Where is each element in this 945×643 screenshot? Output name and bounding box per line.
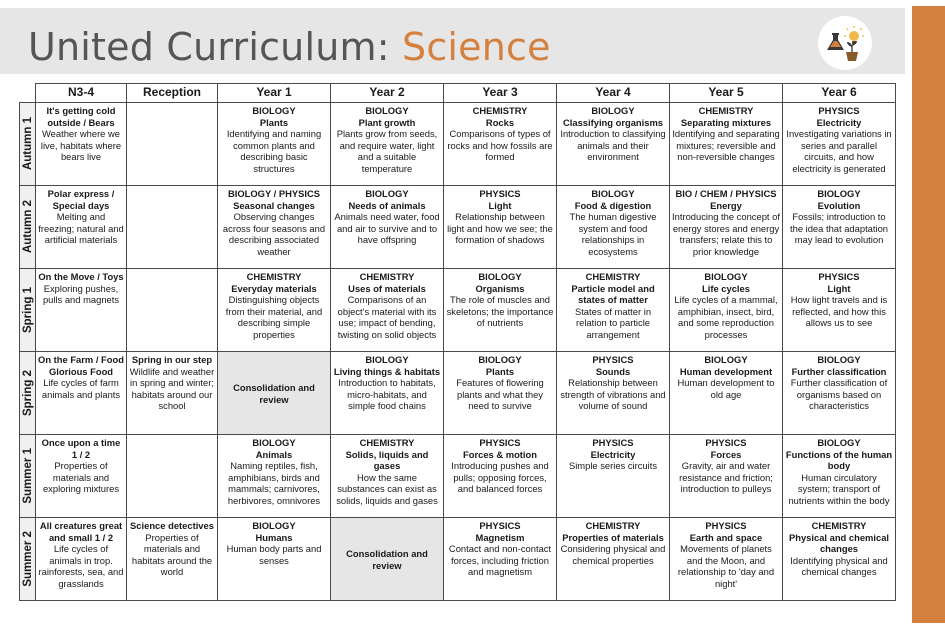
cell-description: Exploring pushes, pulls and magnets bbox=[42, 282, 120, 306]
term-label: Summer 2 bbox=[21, 531, 34, 587]
curriculum-cell bbox=[127, 186, 218, 269]
cell-topic: Separating mixtures bbox=[680, 116, 772, 128]
term-label: Autumn 2 bbox=[21, 200, 34, 254]
cell-subject: BIOLOGY bbox=[704, 354, 748, 365]
curriculum-cell bbox=[218, 518, 331, 601]
page-title-main: United Curriculum: bbox=[28, 25, 403, 69]
science-lab-icon bbox=[818, 16, 872, 70]
cell-topic: Particle model and states of matter bbox=[571, 282, 655, 306]
cell-description: Introducing the concept of energy stores and energy transfers; relate this to prior knowledge bbox=[672, 211, 780, 257]
curriculum-cell bbox=[557, 352, 670, 435]
cell-subject: BIOLOGY bbox=[817, 354, 861, 365]
cell-description: The human digestive system and food relationships in ecosystems bbox=[569, 211, 657, 257]
curriculum-cell bbox=[783, 269, 896, 352]
cell-subject: BIO / CHEM / PHYSICS bbox=[675, 188, 777, 199]
cell-topic: Energy bbox=[710, 199, 742, 211]
cell-subject: PHYSICS bbox=[592, 437, 634, 448]
cell-subject: PHYSICS bbox=[818, 105, 860, 116]
term-label-cell bbox=[20, 518, 36, 601]
cell-description: Life cycles of a mammal, amphibian, insect, bird, and some reproduction processes bbox=[674, 294, 778, 340]
curriculum-cell bbox=[331, 269, 444, 352]
curriculum-cell bbox=[670, 435, 783, 518]
term-label-cell bbox=[20, 186, 36, 269]
curriculum-cell bbox=[331, 435, 444, 518]
cell-subject: BIOLOGY bbox=[817, 188, 861, 199]
cell-subject: PHYSICS bbox=[818, 271, 860, 282]
cell-subject: CHEMISTRY bbox=[472, 105, 528, 116]
cell-description: Introduction to classifying animals and their environment bbox=[560, 128, 666, 163]
curriculum-cell bbox=[444, 435, 557, 518]
cell-subject: PHYSICS bbox=[592, 354, 634, 365]
curriculum-cell bbox=[783, 103, 896, 186]
cell-topic: Needs of animals bbox=[348, 199, 426, 211]
curriculum-cell bbox=[218, 435, 331, 518]
cell-topic: Properties of materials bbox=[562, 531, 664, 543]
curriculum-cell bbox=[670, 186, 783, 269]
corner-cell bbox=[20, 84, 36, 103]
term-label: Spring 2 bbox=[21, 369, 34, 416]
cell-description: Life cycles of farm animals and plants bbox=[41, 377, 121, 400]
column-header: Reception bbox=[127, 84, 218, 103]
cell-subject: BIOLOGY bbox=[252, 437, 296, 448]
curriculum-cell bbox=[670, 518, 783, 601]
term-label-cell bbox=[20, 435, 36, 518]
cell-subject: PHYSICS bbox=[705, 520, 747, 531]
term-row bbox=[20, 269, 896, 352]
curriculum-cell bbox=[36, 518, 127, 601]
cell-subject: CHEMISTRY bbox=[698, 105, 754, 116]
column-header: N3-4 bbox=[36, 84, 127, 103]
accent-side-bar bbox=[912, 6, 945, 623]
cell-subject: BIOLOGY bbox=[591, 188, 635, 199]
cell-description: Features of flowering plants and what they need to survive bbox=[456, 377, 544, 412]
cell-topic: Sounds bbox=[595, 365, 631, 377]
cell-topic: Light bbox=[488, 199, 512, 211]
cell-topic: Everyday materials bbox=[231, 282, 317, 294]
curriculum-cell bbox=[444, 103, 557, 186]
cell-topic: Animals bbox=[255, 448, 293, 460]
cell-topic: Further classification bbox=[791, 365, 887, 377]
cell-subject: PHYSICS bbox=[479, 520, 521, 531]
cell-topic: Living things & habitats bbox=[333, 365, 441, 377]
cell-topic: Light bbox=[827, 282, 851, 294]
column-header: Year 3 bbox=[444, 84, 557, 103]
cell-topic: Forces & motion bbox=[463, 448, 537, 460]
cell-description: Movements of planets and the Moon, and relationship to 'day and night' bbox=[677, 543, 775, 589]
cell-description: Naming reptiles, fish, amphibians, birds and mammals; carnivores, herbivores, omnivores bbox=[227, 460, 321, 506]
cell-description: Simple series circuits bbox=[568, 460, 658, 472]
cell-description: Melting and freezing; natural and artificial materials bbox=[38, 211, 124, 246]
cell-topic: Food & digestion bbox=[574, 199, 652, 211]
cell-topic: Electricity bbox=[590, 448, 636, 460]
cell-description: Fossils; introduction to the idea that adaptation may lead to evolution bbox=[790, 211, 888, 246]
cell-topic: Plant growth bbox=[358, 116, 416, 128]
curriculum-table-body bbox=[20, 103, 896, 601]
page-title bbox=[28, 24, 551, 70]
cell-description: Properties of materials and exploring mixtures bbox=[42, 460, 120, 495]
cell-description: Properties of materials and habitats around the world bbox=[131, 531, 213, 578]
curriculum-cell bbox=[557, 518, 670, 601]
curriculum-table bbox=[19, 83, 896, 601]
term-row bbox=[20, 352, 896, 435]
cell-description: Further classification of organisms based on characteristics bbox=[790, 377, 888, 412]
page-title-accent: Science bbox=[402, 25, 551, 69]
cell-subject: BIOLOGY bbox=[252, 105, 296, 116]
curriculum-cell bbox=[218, 269, 331, 352]
cell-subject: CHEMISTRY bbox=[585, 271, 641, 282]
cell-topic: Forces bbox=[710, 448, 742, 460]
cell-subject: BIOLOGY bbox=[365, 188, 409, 199]
cell-topic: Evolution bbox=[817, 199, 861, 211]
cell-subject: PHYSICS bbox=[479, 188, 521, 199]
column-header: Year 6 bbox=[783, 84, 896, 103]
curriculum-cell bbox=[670, 103, 783, 186]
cell-title: All creatures great and small 1 / 2 bbox=[39, 520, 123, 543]
term-label-cell bbox=[20, 269, 36, 352]
term-label-cell bbox=[20, 352, 36, 435]
term-label: Autumn 1 bbox=[21, 117, 34, 171]
cell-topic: Earth and space bbox=[689, 531, 763, 543]
column-header: Year 4 bbox=[557, 84, 670, 103]
curriculum-cell bbox=[331, 352, 444, 435]
cell-topic: Humans bbox=[255, 531, 293, 543]
cell-description: Observing changes across four seasons and describing associated weather bbox=[222, 211, 326, 257]
cell-description: Human development to old age bbox=[677, 377, 775, 400]
cell-description: Gravity, air and water resistance and friction; introduction to pulleys bbox=[679, 460, 773, 495]
cell-topic: Classifying organisms bbox=[562, 116, 664, 128]
cell-subject: CHEMISTRY bbox=[246, 271, 302, 282]
header-row bbox=[20, 84, 896, 103]
cell-title: On the Move / Toys bbox=[38, 271, 124, 282]
curriculum-cell bbox=[127, 435, 218, 518]
cell-topic: Solids, liquids and gases bbox=[345, 448, 429, 472]
cell-description: Identifying physical and chemical changes bbox=[790, 554, 888, 578]
cell-description: Identifying and naming common plants and describing basic structures bbox=[226, 128, 322, 174]
cell-description: Investigating variations in series and parallel circuits, and how electricity is generated bbox=[786, 128, 892, 174]
curriculum-cell bbox=[670, 269, 783, 352]
cell-topic: Plants bbox=[259, 116, 289, 128]
cell-topic: Rocks bbox=[485, 116, 515, 128]
cell-description: Animals need water, food and air to survive and to have offspring bbox=[334, 211, 440, 246]
cell-description: Introducing pushes and pulls; opposing forces, and balanced forces bbox=[451, 460, 549, 495]
cell-description: The role of muscles and skeletons; the importance of nutrients bbox=[446, 294, 554, 329]
cell-subject: BIOLOGY bbox=[704, 271, 748, 282]
curriculum-cell bbox=[127, 518, 218, 601]
term-label: Summer 1 bbox=[21, 448, 34, 504]
cell-description: Comparisons of an object's material with its use; impact of bending, twisting on solid objects bbox=[337, 294, 437, 340]
cell-description: Relationship between strength of vibrations and volume of sound bbox=[560, 377, 666, 412]
cell-subject: CHEMISTRY bbox=[811, 520, 867, 531]
cell-description: Considering physical and chemical properties bbox=[560, 543, 666, 566]
cell-topic: Life cycles bbox=[702, 282, 750, 294]
curriculum-cell bbox=[783, 518, 896, 601]
curriculum-cell bbox=[783, 186, 896, 269]
cell-description: Relationship between light and how we see; the formation of shadows bbox=[447, 211, 553, 246]
curriculum-cell bbox=[218, 103, 331, 186]
curriculum-cell bbox=[557, 269, 670, 352]
cell-topic: Organisms bbox=[475, 282, 525, 294]
cell-description: States of matter in relation to particle arrangement bbox=[574, 305, 652, 340]
cell-subject: BIOLOGY bbox=[365, 354, 409, 365]
curriculum-cell bbox=[331, 186, 444, 269]
cell-title: It's getting cold outside / Bears bbox=[46, 105, 116, 128]
cell-topic: Electricity bbox=[816, 116, 862, 128]
curriculum-cell bbox=[36, 435, 127, 518]
curriculum-cell bbox=[444, 352, 557, 435]
cell-subject: CHEMISTRY bbox=[359, 437, 415, 448]
cell-topic: Physical and chemical changes bbox=[788, 531, 890, 555]
curriculum-cell bbox=[557, 435, 670, 518]
term-row bbox=[20, 103, 896, 186]
column-header: Year 5 bbox=[670, 84, 783, 103]
cell-subject: BIOLOGY bbox=[591, 105, 635, 116]
curriculum-cell bbox=[36, 186, 127, 269]
cell-description: Contact and non-contact forces, including friction and magnetism bbox=[448, 543, 552, 578]
cell-subject: BIOLOGY bbox=[478, 354, 522, 365]
cell-title: Spring in our step bbox=[131, 354, 213, 365]
term-row bbox=[20, 518, 896, 601]
curriculum-cell bbox=[127, 269, 218, 352]
cell-topic: Human development bbox=[679, 365, 773, 377]
curriculum-cell bbox=[557, 186, 670, 269]
consolidation-label: Consolidation and review bbox=[233, 382, 315, 405]
curriculum-cell bbox=[127, 103, 218, 186]
cell-topic: Functions of the human body bbox=[785, 448, 893, 472]
column-header: Year 2 bbox=[331, 84, 444, 103]
curriculum-cell bbox=[331, 518, 444, 601]
cell-description: Wildlife and weather in spring and winter; habitats around our school bbox=[129, 365, 215, 412]
column-header: Year 1 bbox=[218, 84, 331, 103]
curriculum-cell bbox=[127, 352, 218, 435]
cell-description: How light travels and is reflected, and how this allows us to see bbox=[790, 294, 888, 329]
cell-subject: PHYSICS bbox=[479, 437, 521, 448]
curriculum-cell bbox=[444, 518, 557, 601]
cell-subject: BIOLOGY bbox=[478, 271, 522, 282]
cell-subject: BIOLOGY bbox=[817, 437, 861, 448]
cell-subject: PHYSICS bbox=[705, 437, 747, 448]
cell-description: Plants grow from seeds, and require water, light and a suitable temperature bbox=[336, 128, 438, 174]
cell-description: Introduction to habitats, micro-habitats, and simple food chains bbox=[338, 377, 436, 412]
consolidation-label: Consolidation and review bbox=[346, 548, 428, 571]
cell-description: Human circulatory system; transport of nutrients within the body bbox=[788, 471, 890, 506]
term-row bbox=[20, 186, 896, 269]
term-row bbox=[20, 435, 896, 518]
cell-topic: Magnetism bbox=[475, 531, 525, 543]
curriculum-cell bbox=[444, 186, 557, 269]
cell-subject: BIOLOGY / PHYSICS bbox=[227, 188, 321, 199]
curriculum-cell bbox=[36, 269, 127, 352]
curriculum-cell bbox=[444, 269, 557, 352]
curriculum-cell bbox=[36, 103, 127, 186]
curriculum-cell bbox=[36, 352, 127, 435]
cell-description: Comparisons of types of rocks and how fossils are formed bbox=[447, 128, 553, 163]
cell-topic: Uses of materials bbox=[348, 282, 426, 294]
science-lab-icon-graphic bbox=[818, 16, 872, 70]
cell-description: Life cycles of animals in trop. rainforests, sea, and grasslands bbox=[38, 543, 124, 589]
cell-description: How the same substances can exist as solids, liquids and gases bbox=[336, 471, 438, 506]
cell-subject: BIOLOGY bbox=[252, 520, 296, 531]
curriculum-cell bbox=[218, 186, 331, 269]
curriculum-cell bbox=[557, 103, 670, 186]
cell-title: Polar express / Special days bbox=[47, 188, 115, 211]
cell-description: Weather where we live, habitats where bears live bbox=[40, 128, 122, 163]
curriculum-cell bbox=[331, 103, 444, 186]
term-label-cell bbox=[20, 103, 36, 186]
cell-description: Distinguishing objects from their material, and describing simple properties bbox=[225, 294, 323, 340]
cell-subject: BIOLOGY bbox=[365, 105, 409, 116]
term-label: Spring 1 bbox=[21, 286, 34, 333]
cell-title: Once upon a time 1 / 2 bbox=[41, 437, 121, 460]
curriculum-cell bbox=[670, 352, 783, 435]
cell-subject: CHEMISTRY bbox=[585, 520, 641, 531]
cell-description: Human body parts and senses bbox=[226, 543, 322, 566]
curriculum-cell bbox=[218, 352, 331, 435]
cell-topic: Plants bbox=[485, 365, 515, 377]
curriculum-cell bbox=[783, 352, 896, 435]
cell-title: On the Farm / Food Glorious Food bbox=[38, 354, 124, 377]
cell-description: Identifying and separating mixtures; reversible and non-reversible changes bbox=[672, 128, 780, 163]
curriculum-cell bbox=[783, 435, 896, 518]
cell-subject: CHEMISTRY bbox=[359, 271, 415, 282]
cell-topic: Seasonal changes bbox=[233, 199, 315, 211]
cell-title: Science detectives bbox=[130, 520, 214, 531]
